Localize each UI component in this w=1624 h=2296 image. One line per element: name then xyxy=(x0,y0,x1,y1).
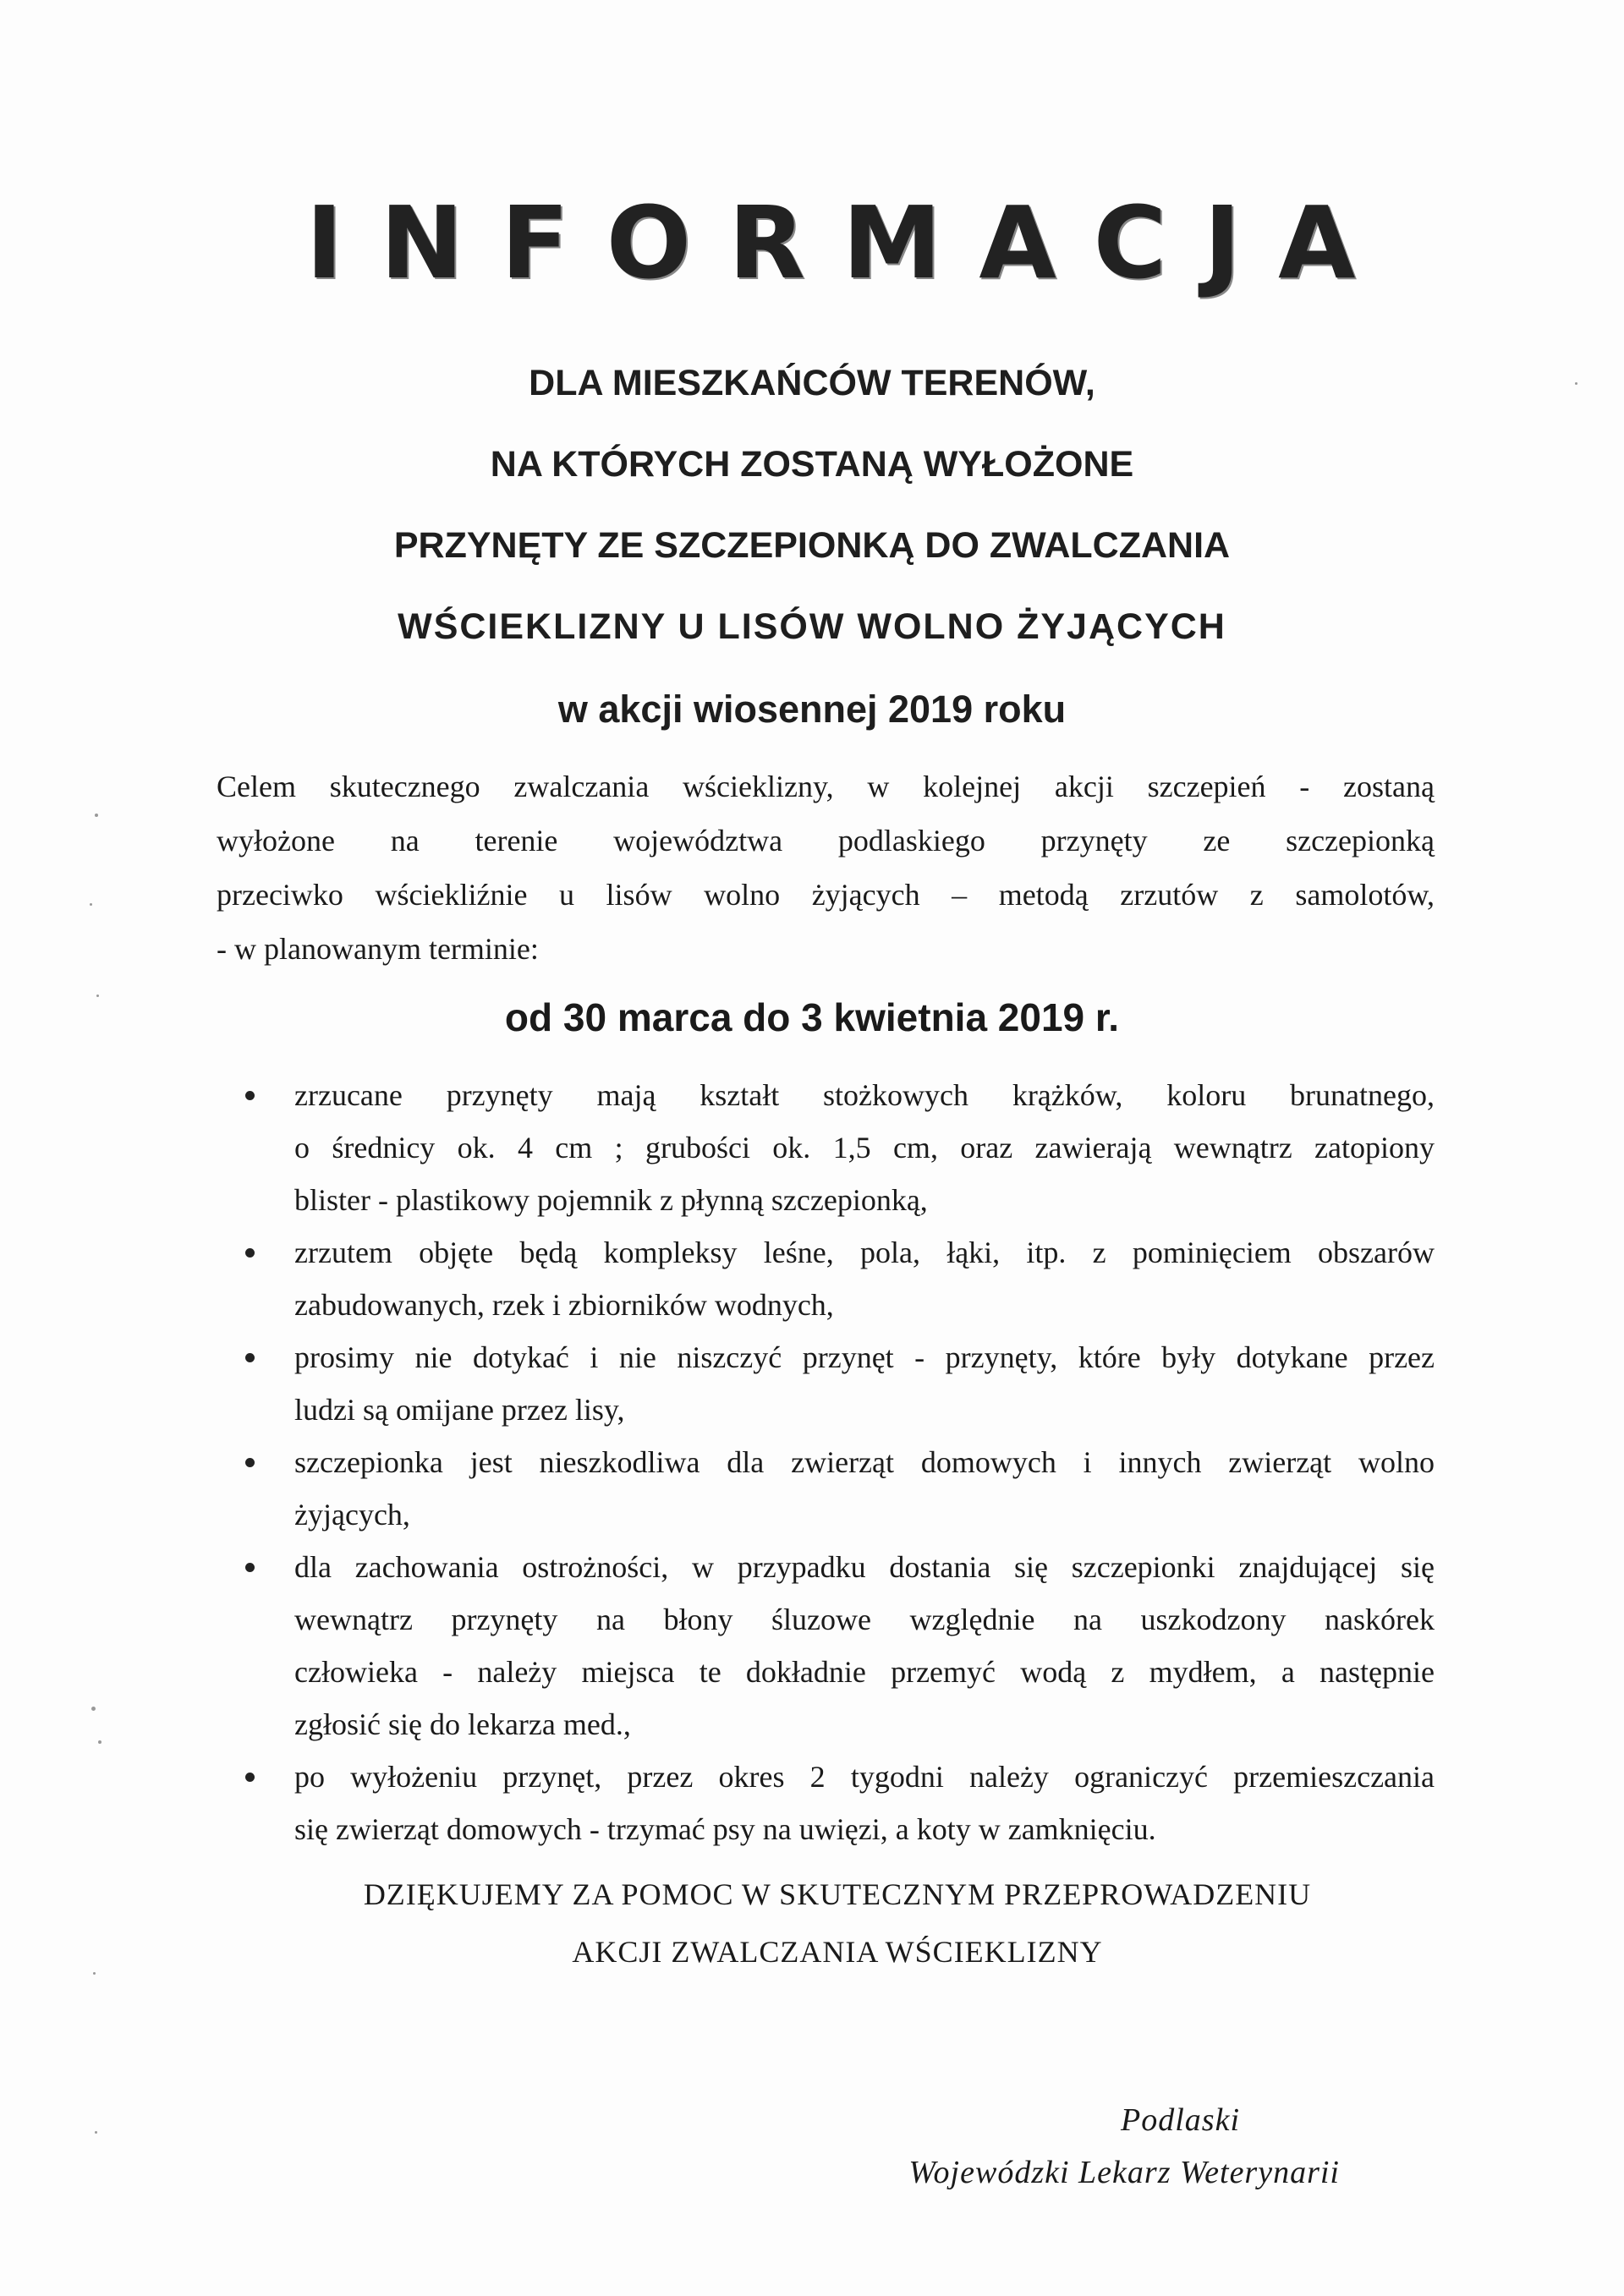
list-item-line: zrzutem objęte będą kompleksy leśne, pola, łąki, itp. z pominięciem obszarów xyxy=(294,1236,1435,1269)
signature-line: Wojewódzki Lekarz Weterynarii xyxy=(908,2155,1340,2190)
list-item xyxy=(245,1069,1435,1226)
list-item xyxy=(245,1226,1435,1331)
bullet-dot-icon xyxy=(245,1563,255,1572)
signature-line: Podlaski xyxy=(1121,2102,1240,2138)
list-item xyxy=(245,1751,1435,1855)
list-item xyxy=(245,1541,1435,1751)
list-item-line: o średnicy ok. 4 cm ; grubości ok. 1,5 cm, oraz zawierają wewnątrz zatopiony xyxy=(294,1131,1435,1164)
list-item-line: dla zachowania ostrożności, w przypadku dostania się szczepionki znajdującej się xyxy=(294,1550,1435,1584)
list-item-line: żyjących, xyxy=(294,1498,410,1532)
scan-speck xyxy=(95,814,98,817)
list-item-line: zabudowanych, rzek i zbiorników wodnych, xyxy=(294,1288,834,1322)
list-item-line: ludzi są omijane przez lisy, xyxy=(294,1393,625,1427)
list-item-line: szczepionka jest nieszkodliwa dla zwierząt domowych i innych zwierząt wolno xyxy=(294,1445,1435,1479)
scan-speck xyxy=(96,995,99,997)
list-item-line: po wyłożeniu przynęt, przez okres 2 tygodni należy ograniczyć przemieszczania xyxy=(294,1760,1435,1794)
bullet-list xyxy=(245,1069,1435,1855)
subtitle-line-4: WŚCIEKLIZNY U LISÓW WOLNO ŻYJĄCYCH xyxy=(398,606,1226,647)
thanks-line-2: AKCJI ZWALCZANIA WŚCIEKLIZNY xyxy=(572,1935,1103,1969)
list-item-line: się zwierząt domowych - trzymać psy na uwięzi, a koty w zamknięciu. xyxy=(294,1812,1156,1846)
list-item-line: zgłosić się do lekarza med., xyxy=(294,1707,631,1741)
intro-paragraph xyxy=(217,759,1435,976)
subtitle-line-5: w akcji wiosennej 2019 roku xyxy=(557,688,1067,731)
campaign-dates: od 30 marca do 3 kwietnia 2019 r. xyxy=(504,995,1120,1039)
scan-speck xyxy=(95,2131,97,2134)
scan-speck xyxy=(93,1972,96,1975)
scan-speck xyxy=(91,1707,96,1711)
scan-speck xyxy=(1575,382,1577,385)
list-item-line: blister - plastikowy pojemnik z płynną szczepionką, xyxy=(294,1183,928,1217)
list-item-line: wewnątrz przynęty na błony śluzowe względnie na uszkodzony naskórek xyxy=(294,1603,1435,1636)
bullet-dot-icon xyxy=(245,1773,255,1782)
list-item-line: prosimy nie dotykać i nie niszczyć przynęt - przynęty, które były dotykane przez xyxy=(294,1340,1435,1374)
thanks-line-1: DZIĘKUJEMY ZA POMOC W SKUTECZNYM PRZEPROWADZENIU xyxy=(363,1877,1312,1911)
intro-line: - w planowanym terminie: xyxy=(217,932,539,966)
intro-line: wyłożone na terenie województwa podlaskiego przynęty ze szczepionką xyxy=(217,824,1435,858)
signature-block xyxy=(908,2094,1340,2199)
scan-speck xyxy=(90,903,92,906)
list-item-line: człowieka - należy miejsca te dokładnie przemyć wodą z mydłem, a następnie xyxy=(294,1655,1435,1689)
bullet-dot-icon xyxy=(245,1248,255,1258)
bullet-dot-icon xyxy=(245,1458,255,1467)
document-title: INFORMACJA xyxy=(305,184,1393,301)
list-item-line: zrzucane przynęty mają kształt stożkowych krążków, koloru brunatnego, xyxy=(294,1078,1435,1112)
list-item xyxy=(245,1331,1435,1436)
bullet-dot-icon xyxy=(245,1091,255,1100)
intro-line: przeciwko wściekliźnie u lisów wolno żyjących – metodą zrzutów z samolotów, xyxy=(217,878,1435,912)
subtitle-line-1: DLA MIESZKAŃCÓW TERENÓW, xyxy=(529,363,1095,403)
subtitle-line-2: NA KTÓRYCH ZOSTANĄ WYŁOŻONE xyxy=(490,444,1134,485)
list-item xyxy=(245,1436,1435,1541)
subtitle-line-3: PRZYNĘTY ZE SZCZEPIONKĄ DO ZWALCZANIA xyxy=(393,525,1231,566)
bullet-dot-icon xyxy=(245,1353,255,1362)
scan-speck xyxy=(98,1740,102,1744)
intro-line: Celem skutecznego zwalczania wścieklizny, w kolejnej akcji szczepień - zostaną xyxy=(217,770,1435,803)
